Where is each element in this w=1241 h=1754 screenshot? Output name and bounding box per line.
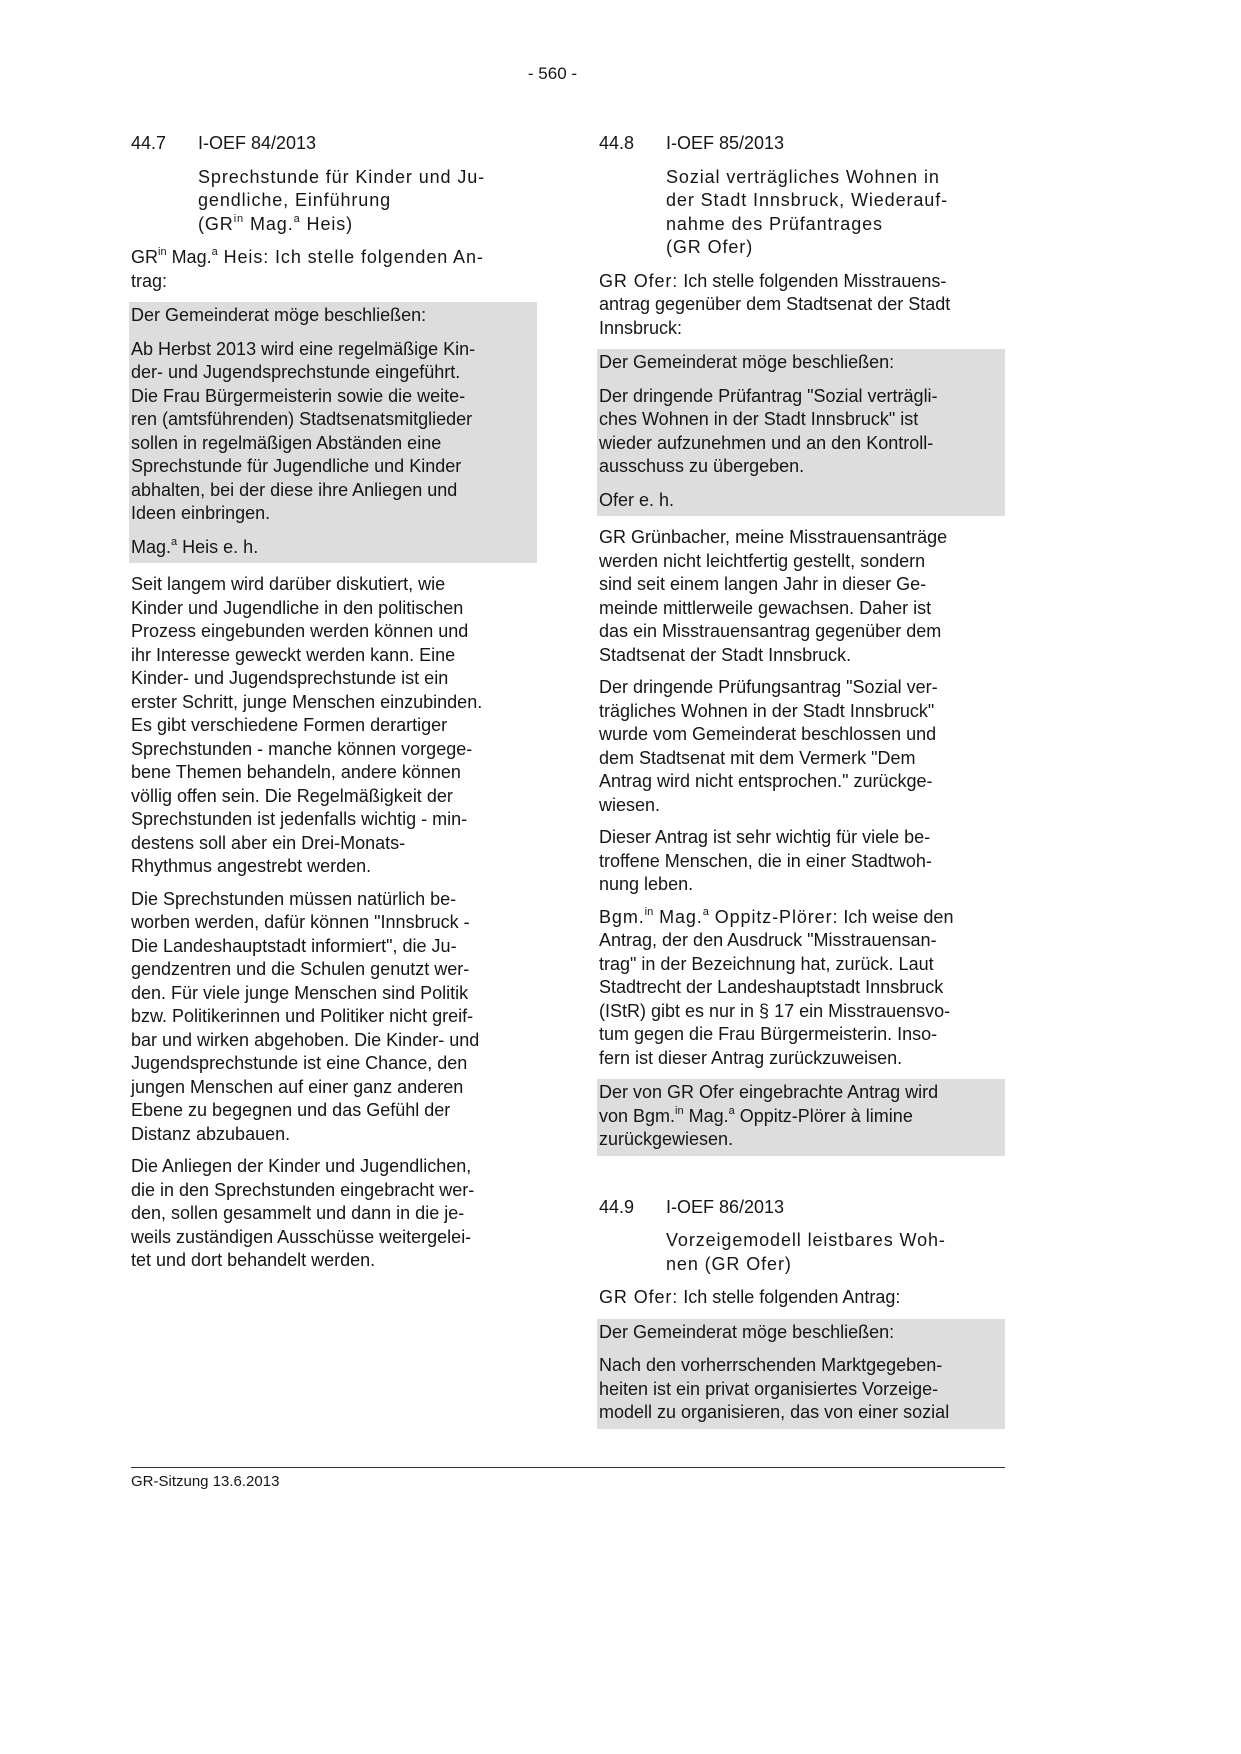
motion-intro: GR Ofer: Ich stelle folgenden Antrag: bbox=[599, 1287, 901, 1307]
motion-text: Ab Herbst 2013 wird eine regelmäßige Kin- der- und Jugendsprechstunde eingeführt. Die Frau Bürgermeisterin sowie die weite- ren (amtsführenden) Stadtsenatsmitglieder sollen in regelmäßigen Abständen eine Sprechstunde für Jugendliche und Kinder abhalten, bei der diese ihre Anliegen und Ideen einbringen. bbox=[131, 338, 476, 523]
item-heading-44-8 bbox=[599, 132, 1005, 156]
item-reference: I-OEF 85/2013 bbox=[666, 133, 785, 153]
item-heading-44-7 bbox=[131, 132, 537, 156]
motion-signature: Mag.$^a$ Heis e. h. bbox=[131, 535, 259, 557]
motion-box bbox=[129, 302, 537, 563]
motion-signature: Ofer e. h. bbox=[599, 489, 675, 510]
motion-intro: GR Ofer: Ich stelle folgenden Misstrauens- antrag gegenüber dem Stadtsenat der Stadt Innsbruck: bbox=[599, 270, 951, 338]
motion-text: Der dringende Prüfantrag "Sozial verträgli- ches Wohnen in der Stadt Innsbruck" ist wieder aufzunehmen und an den Kontroll- ausschuss zu übergeben. bbox=[599, 385, 938, 476]
motion-heading: Der Gemeinderat möge beschließen: bbox=[599, 1321, 895, 1342]
paragraph: Dieser Antrag ist sehr wichtig für viele be- troffene Menschen, die in einer Stadtwoh- nung leben. bbox=[599, 827, 932, 894]
motion-text: Nach den vorherrschenden Marktgegeben- heiten ist ein privat organisiertes Vorzeige- modell zu organisieren, das von einer sozial bbox=[599, 1355, 950, 1422]
footer-text: GR-Sitzung 13.6.2013 bbox=[131, 1473, 280, 1490]
paragraph: Seit langem wird darüber diskutiert, wie Kinder und Jugendliche in den politischen Prozess eingebunden werden können und ihr Interesse geweckt werden kann. Eine Kinder- und Jugendsprechstunde ist ein erster Schritt, junge Menschen einzubinden. Es gibt verschiedene Formen derartiger Sprechstunden - manche können vorgege- bene Themen behandeln, andere können völlig offen sein. Die Regelmäßigkeit der Sprechstunden ist jedenfalls wichtig - min- destens soll aber ein Drei-Monats- Rhythmus angestrebt werden. bbox=[131, 574, 483, 876]
item-reference: I-OEF 86/2013 bbox=[666, 1196, 785, 1217]
item-reference: I-OEF 84/2013 bbox=[198, 133, 317, 153]
item-number: 44.8 bbox=[599, 133, 635, 153]
motion-heading: Der Gemeinderat möge beschließen: bbox=[131, 305, 427, 325]
item-title: Sozial verträgliches Wohnen in der Stadt Innsbruck, Wiederauf- nahme des Prüfantrages (GR Ofer) bbox=[666, 166, 949, 257]
paragraph: Bgm.$^{in}$ Mag.$^a$ Oppitz-Plörer: Ich weise den Antrag, der den Ausdruck "Misstrauensan- trag" in der Bezeichnung hat, zurück. Laut Stadtrecht der Landeshauptstadt Innsbruck (IStR) gibt es nur in § 17 ein Misstrauensvo- tum gegen die Frau Bürgermeisterin. Inso- fern ist dieser Antrag zurückzuweisen. bbox=[599, 905, 954, 1068]
decision-text: Der von GR Ofer eingebrachte Antrag wird von Bgm.$^{in}$ Mag.$^a$ Oppitz-Plörer à limine zurückgewiesen. bbox=[599, 1082, 939, 1149]
paragraph: Die Anliegen der Kinder und Jugendlichen, die in den Sprechstunden eingebracht wer- den, sollen gesammelt und dann in die je- weils zuständigen Ausschüsse weitergelei- tet und dort behandelt werden. bbox=[131, 1156, 475, 1270]
motion-box bbox=[597, 349, 1005, 516]
page-number: - 560 - bbox=[527, 64, 578, 83]
footer-divider bbox=[131, 1467, 1005, 1468]
paragraph: GR Grünbacher, meine Misstrauensanträge werden nicht leichtfertig gestellt, sondern sind seit einem langen Jahr in dieser Ge- meinde mittlerweile gewachsen. Daher ist das ein Misstrauensantrag gegenüber dem Stadtsenat der Stadt Innsbruck. bbox=[599, 527, 948, 665]
motion-heading: Der Gemeinderat möge beschließen: bbox=[599, 352, 895, 372]
item-number: 44.7 bbox=[131, 133, 167, 153]
item-title: Vorzeigemodell leistbares Woh- nen (GR Ofer) bbox=[666, 1230, 946, 1274]
item-heading-44-9 bbox=[599, 1196, 1005, 1220]
decision-box bbox=[597, 1079, 1005, 1156]
item-number: 44.9 bbox=[599, 1196, 635, 1217]
left-column bbox=[131, 132, 537, 1282]
paragraph: Die Sprechstunden müssen natürlich be- worben werden, dafür können "Innsbruck - Die Landeshauptstadt informiert", die Ju- gendzentren und die Schulen genutzt wer- den. Für viele junge Menschen sind Politik bzw. Politikerinnen und Politiker nicht greif- bar und wirken abgehoben. Die Kinder- und Jugendsprechstunde ist eine Chance, den jungen Menschen auf einer ganz anderen Ebene zu begegnen und das Gefühl der Distanz abzubauen. bbox=[131, 888, 480, 1144]
motion-box bbox=[597, 1319, 1005, 1429]
item-title: Sprechstunde für Kinder und Ju- gendliche, Einführung ($GR^{in}$ Mag.$^a$ Heis) bbox=[198, 166, 486, 234]
paragraph: Der dringende Prüfungsantrag "Sozial ver- trägliches Wohnen in der Stadt Innsbruck" wurde vom Gemeinderat beschlossen und dem Stadtsenat mit dem Vermerk "Dem Antrag wird nicht entsprochen." zurückge- wiesen. bbox=[599, 677, 938, 815]
right-column bbox=[599, 132, 1005, 1429]
motion-intro: $GR^{in}$ Mag.$^a$ Heis: Ich stelle folgenden An- trag: bbox=[131, 246, 484, 291]
